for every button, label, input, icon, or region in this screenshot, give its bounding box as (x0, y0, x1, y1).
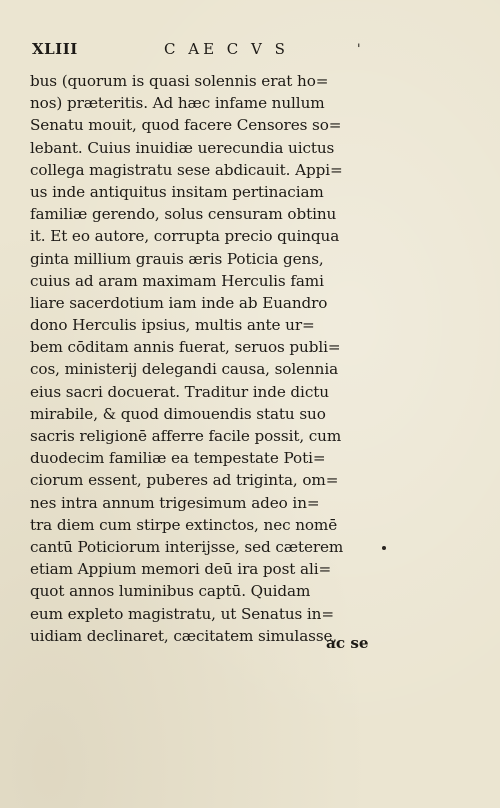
text-line: ciorum essent, puberes ad triginta, om= (30, 471, 339, 490)
running-title: C AE C V S (164, 40, 289, 58)
text-line: dono Herculis ipsius, multis ante ur= (30, 316, 315, 335)
text-line: etiam Appium memori deū ira post ali= (30, 560, 332, 579)
text-line: bus (quorum is quasi solennis erat ho= (30, 72, 329, 90)
text-line: bem cōditam annis fuerat, seruos publi= (30, 338, 341, 357)
body-text (30, 70, 370, 647)
text-line: cuius ad aram maximam Herculis fami (30, 271, 324, 290)
text-line: cantū Poticiorum interijsse, sed cæterem (30, 537, 344, 556)
text-line: eum expleto magistratu, ut Senatus in= (30, 604, 334, 623)
text-line: sacris religionē afferre facile possit, cum (30, 427, 342, 445)
text-line: lebant. Cuius inuidiæ uerecundia uictus (30, 138, 335, 157)
text-line: us inde antiquitus insitam pertinaciam (30, 182, 324, 201)
text-line: familiæ gerendo, solus censuram obtinu (30, 205, 337, 224)
text-line: uidiam declinaret, cæcitatem simulasse, (30, 626, 338, 645)
text-line: eius sacri docuerat. Traditur inde dictu (30, 382, 329, 401)
text-line: liare sacerdotium iam inde ab Euandro (30, 293, 328, 312)
folio-number: XLIII (32, 40, 78, 58)
text-line: cos, ministerij delegandi causa, solennia (30, 360, 339, 379)
text-line: collega magistratu sese abdicauit. Appi= (30, 160, 343, 179)
text-line: mirabile, & quod dimouendis statu suo (30, 404, 326, 423)
catchword: ac se (326, 634, 369, 652)
text-line: nes intra annum trigesimum adeo in= (30, 493, 320, 512)
text-line: nos) præteritis. Ad hæc infame nullum (30, 94, 325, 113)
text-line: Senatu mouit, quod facere Censores so= (30, 116, 342, 135)
text-line: tra diem cum stirpe extinctos, nec nomē (30, 515, 338, 534)
text-line: duodecim familiæ ea tempestate Poti= (30, 449, 326, 468)
page-header (32, 40, 372, 62)
text-line: quot annos luminibus captū. Quidam (30, 582, 311, 601)
corner-mark: ' (357, 42, 361, 57)
text-line: it. Et eo autore, corrupta precio quinqua (30, 227, 340, 246)
ink-spot (382, 546, 386, 550)
text-line: ginta millium grauis æris Poticia gens, (30, 249, 324, 268)
